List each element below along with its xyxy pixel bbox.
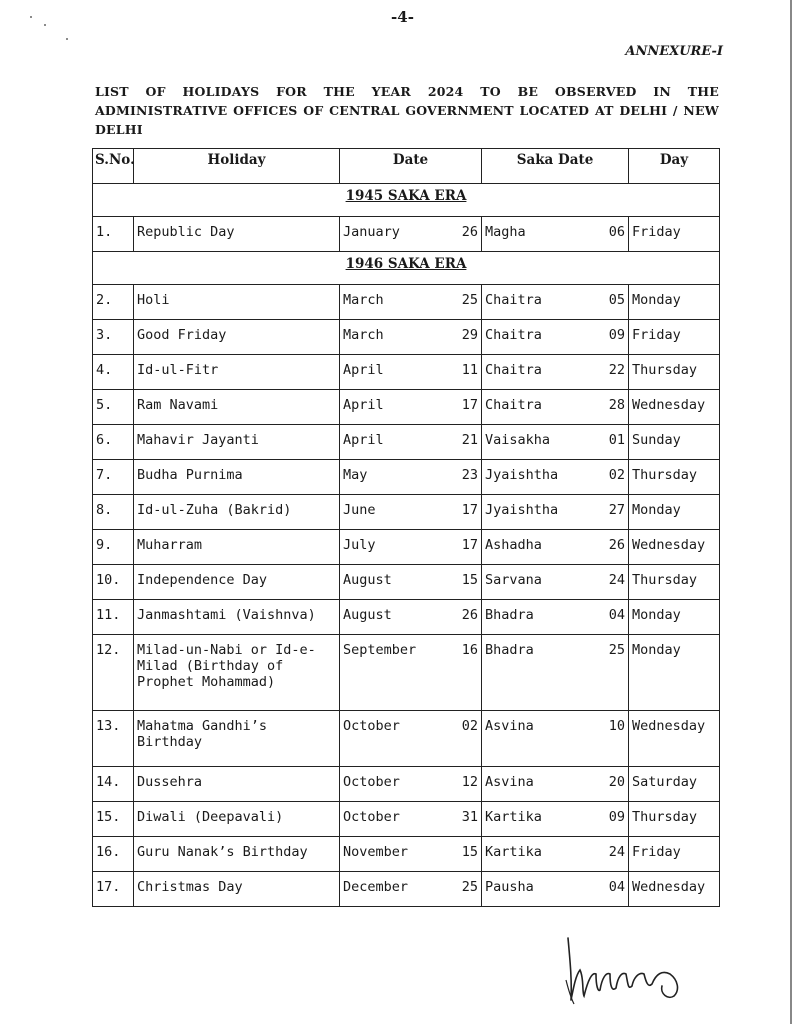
table-row	[93, 425, 720, 460]
saka-month: Pausha	[485, 879, 534, 895]
date-month: August	[343, 607, 392, 623]
cell-day: Thursday	[629, 355, 720, 390]
page-edge-line	[790, 0, 792, 1024]
cell-day: Friday	[629, 837, 720, 872]
cell-sno: 9.	[93, 530, 134, 565]
cell-holiday: Ram Navami	[134, 390, 340, 425]
annexure-label: ANNEXURE-I	[625, 44, 723, 59]
date-month: October	[343, 718, 400, 734]
cell-holiday: Holi	[134, 285, 340, 320]
header-saka-date: Saka Date	[482, 149, 629, 184]
date-month: January	[343, 224, 400, 240]
cell-holiday: Milad-un-Nabi or Id-e-Milad (Birthday of Prophet Mohammad)	[134, 635, 340, 711]
cell-holiday: Id-ul-Zuha (Bakrid)	[134, 495, 340, 530]
date-month: April	[343, 362, 384, 378]
table-row	[93, 460, 720, 495]
cell-sno: 6.	[93, 425, 134, 460]
cell-day: Wednesday	[629, 711, 720, 767]
saka-month: Asvina	[485, 774, 534, 790]
table-row	[93, 495, 720, 530]
date-day: 25	[461, 879, 478, 895]
cell-day: Monday	[629, 635, 720, 711]
table-row	[93, 320, 720, 355]
date-day: 25	[461, 292, 478, 308]
header-day: Day	[629, 149, 720, 184]
date-month: July	[343, 537, 376, 553]
cell-holiday: Muharram	[134, 530, 340, 565]
cell-holiday: Republic Day	[134, 217, 340, 252]
cell-date	[340, 565, 482, 600]
cell-day: Thursday	[629, 460, 720, 495]
date-month: May	[343, 467, 368, 483]
table-row	[93, 767, 720, 802]
cell-date	[340, 872, 482, 907]
saka-day: 27	[608, 502, 625, 518]
cell-saka-date	[482, 320, 629, 355]
cell-sno: 3.	[93, 320, 134, 355]
cell-sno: 11.	[93, 600, 134, 635]
header-holiday: Holiday	[134, 149, 340, 184]
cell-date	[340, 460, 482, 495]
cell-day: Monday	[629, 495, 720, 530]
cell-date	[340, 802, 482, 837]
saka-month: Sarvana	[485, 572, 542, 588]
holiday-table	[92, 148, 720, 907]
cell-saka-date	[482, 285, 629, 320]
table-row	[93, 600, 720, 635]
cell-saka-date	[482, 460, 629, 495]
cell-day: Saturday	[629, 767, 720, 802]
saka-day: 04	[608, 879, 625, 895]
cell-day: Monday	[629, 600, 720, 635]
saka-day: 05	[608, 292, 625, 308]
era-row-1946	[93, 252, 720, 285]
cell-holiday: Independence Day	[134, 565, 340, 600]
cell-date	[340, 285, 482, 320]
cell-date	[340, 837, 482, 872]
table-row	[93, 285, 720, 320]
cell-sno: 14.	[93, 767, 134, 802]
cell-sno: 13.	[93, 711, 134, 767]
cell-date	[340, 530, 482, 565]
saka-day: 20	[608, 774, 625, 790]
page-number: -4-	[391, 8, 414, 26]
cell-day: Sunday	[629, 425, 720, 460]
cell-holiday: Diwali (Deepavali)	[134, 802, 340, 837]
cell-day: Wednesday	[629, 530, 720, 565]
cell-sno: 16.	[93, 837, 134, 872]
cell-holiday: Budha Purnima	[134, 460, 340, 495]
cell-date	[340, 217, 482, 252]
table-row	[93, 355, 720, 390]
date-day: 21	[461, 432, 478, 448]
saka-month: Ashadha	[485, 537, 542, 553]
saka-month: Kartika	[485, 809, 542, 825]
date-month: October	[343, 774, 400, 790]
saka-month: Bhadra	[485, 607, 534, 623]
cell-sno: 4.	[93, 355, 134, 390]
saka-day: 22	[608, 362, 625, 378]
document-title: LIST OF HOLIDAYS FOR THE YEAR 2024 TO BE OBSERVED IN THE ADMINISTRATIVE OFFICES OF CENTRAL GOVERNMENT LOCATED AT DELHI / NEW DELHI	[95, 84, 719, 137]
date-month: November	[343, 844, 409, 860]
date-day: 15	[461, 572, 478, 588]
cell-sno: 1.	[93, 217, 134, 252]
date-month: October	[343, 809, 400, 825]
saka-day: 04	[608, 607, 625, 623]
table-row	[93, 217, 720, 252]
scan-speck	[66, 38, 68, 40]
cell-saka-date	[482, 837, 629, 872]
saka-month: Chaitra	[485, 362, 542, 378]
table-row	[93, 390, 720, 425]
header-date: Date	[340, 149, 482, 184]
cell-saka-date	[482, 635, 629, 711]
cell-day: Friday	[629, 217, 720, 252]
cell-day: Friday	[629, 320, 720, 355]
cell-holiday: Mahatma Gandhi’s Birthday	[134, 711, 340, 767]
saka-day: 25	[608, 642, 625, 658]
saka-month: Bhadra	[485, 642, 534, 658]
cell-day: Thursday	[629, 565, 720, 600]
date-day: 12	[461, 774, 478, 790]
cell-sno: 10.	[93, 565, 134, 600]
date-day: 17	[461, 537, 478, 553]
saka-day: 09	[608, 327, 625, 343]
date-day: 16	[461, 642, 478, 658]
date-day: 26	[461, 224, 478, 240]
saka-month: Chaitra	[485, 327, 542, 343]
table-row	[93, 872, 720, 907]
saka-month: Chaitra	[485, 292, 542, 308]
saka-day: 24	[608, 844, 625, 860]
saka-day: 06	[608, 224, 625, 240]
date-month: June	[343, 502, 376, 518]
table-row	[93, 837, 720, 872]
cell-holiday: Dussehra	[134, 767, 340, 802]
saka-day: 09	[608, 809, 625, 825]
cell-saka-date	[482, 425, 629, 460]
date-month: April	[343, 397, 384, 413]
cell-sno: 2.	[93, 285, 134, 320]
cell-saka-date	[482, 530, 629, 565]
saka-month: Kartika	[485, 844, 542, 860]
date-month: March	[343, 292, 384, 308]
table-row	[93, 711, 720, 767]
cell-day: Monday	[629, 285, 720, 320]
cell-sno: 7.	[93, 460, 134, 495]
cell-day: Thursday	[629, 802, 720, 837]
era-label-1946: 1946 SAKA ERA	[93, 252, 720, 285]
cell-holiday: Christmas Day	[134, 872, 340, 907]
date-day: 17	[461, 397, 478, 413]
cell-day: Wednesday	[629, 390, 720, 425]
date-month: December	[343, 879, 409, 895]
date-day: 29	[461, 327, 478, 343]
cell-holiday: Good Friday	[134, 320, 340, 355]
cell-holiday: Mahavir Jayanti	[134, 425, 340, 460]
date-month: March	[343, 327, 384, 343]
cell-saka-date	[482, 802, 629, 837]
era-row-1945	[93, 184, 720, 217]
saka-month: Jyaishtha	[485, 502, 559, 518]
date-month: September	[343, 642, 417, 658]
date-day: 11	[461, 362, 478, 378]
handwritten-signature-icon	[562, 930, 692, 1010]
cell-date	[340, 425, 482, 460]
date-day: 17	[461, 502, 478, 518]
cell-sno: 8.	[93, 495, 134, 530]
cell-date	[340, 635, 482, 711]
date-day: 23	[461, 467, 478, 483]
cell-sno: 5.	[93, 390, 134, 425]
date-month: August	[343, 572, 392, 588]
cell-sno: 12.	[93, 635, 134, 711]
saka-month: Magha	[485, 224, 526, 240]
cell-saka-date	[482, 767, 629, 802]
saka-day: 24	[608, 572, 625, 588]
saka-month: Chaitra	[485, 397, 542, 413]
table-row	[93, 802, 720, 837]
cell-date	[340, 320, 482, 355]
cell-date	[340, 600, 482, 635]
table-row	[93, 565, 720, 600]
cell-saka-date	[482, 217, 629, 252]
cell-sno: 15.	[93, 802, 134, 837]
table-row	[93, 530, 720, 565]
saka-day: 10	[608, 718, 625, 734]
cell-saka-date	[482, 872, 629, 907]
cell-date	[340, 767, 482, 802]
cell-saka-date	[482, 355, 629, 390]
cell-date	[340, 495, 482, 530]
cell-saka-date	[482, 600, 629, 635]
header-sno: S.No.	[93, 149, 134, 184]
cell-date	[340, 711, 482, 767]
cell-sno: 17.	[93, 872, 134, 907]
saka-month: Vaisakha	[485, 432, 551, 448]
cell-date	[340, 390, 482, 425]
scan-speck	[44, 24, 46, 26]
table-row	[93, 635, 720, 711]
saka-day: 26	[608, 537, 625, 553]
cell-saka-date	[482, 390, 629, 425]
saka-day: 01	[608, 432, 625, 448]
cell-holiday: Janmashtami (Vaishnva)	[134, 600, 340, 635]
saka-day: 02	[608, 467, 625, 483]
cell-day: Wednesday	[629, 872, 720, 907]
era-label-1945: 1945 SAKA ERA	[93, 184, 720, 217]
scan-speck	[30, 16, 32, 18]
cell-holiday: Id-ul-Fitr	[134, 355, 340, 390]
cell-saka-date	[482, 495, 629, 530]
date-month: April	[343, 432, 384, 448]
saka-month: Jyaishtha	[485, 467, 559, 483]
cell-date	[340, 355, 482, 390]
cell-saka-date	[482, 565, 629, 600]
date-day: 26	[461, 607, 478, 623]
saka-day: 28	[608, 397, 625, 413]
table-header-row	[93, 149, 720, 184]
saka-month: Asvina	[485, 718, 534, 734]
cell-holiday: Guru Nanak’s Birthday	[134, 837, 340, 872]
date-day: 31	[461, 809, 478, 825]
date-day: 15	[461, 844, 478, 860]
cell-saka-date	[482, 711, 629, 767]
date-day: 02	[461, 718, 478, 734]
